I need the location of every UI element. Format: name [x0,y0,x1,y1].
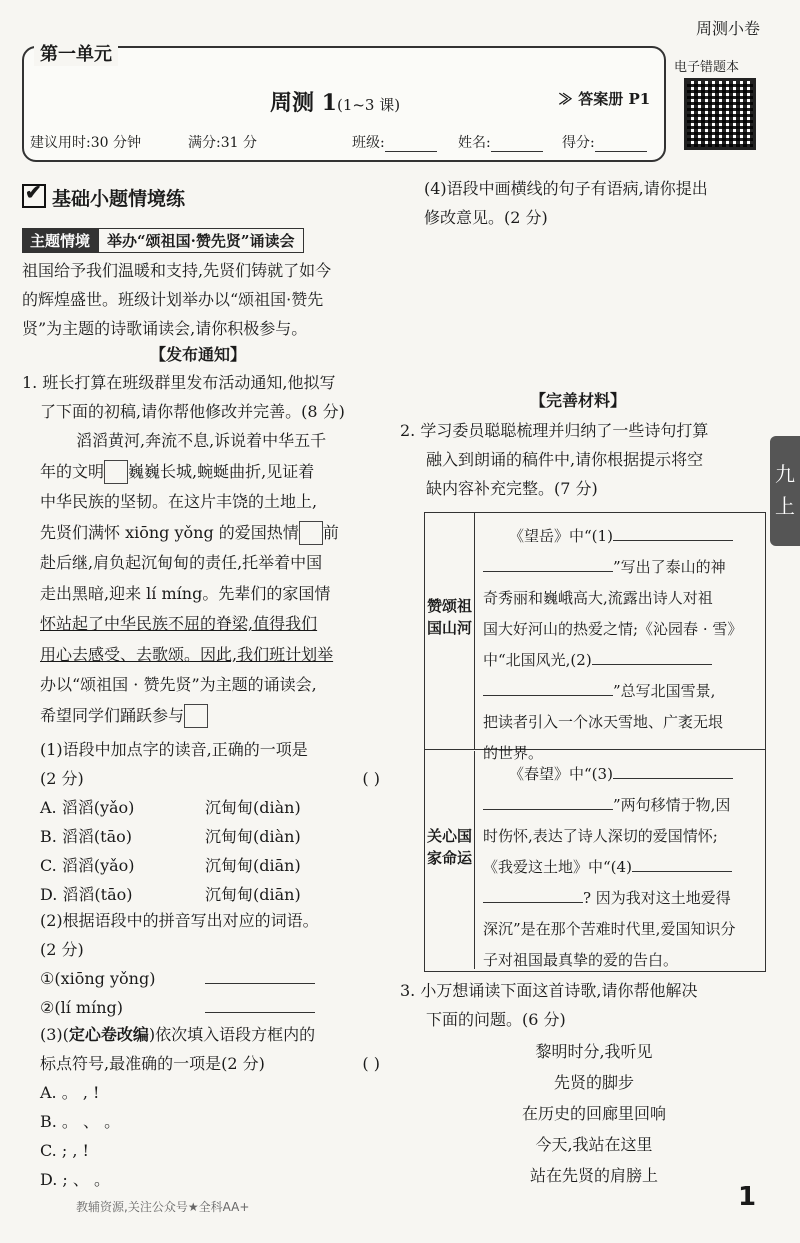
sub2-line: (2 分) [40,940,84,959]
answer-blank[interactable] [613,778,733,779]
option-a-2: 沉甸甸(diàn) [205,798,301,817]
poetry-table [424,512,766,972]
sub1-line [40,764,402,793]
intro-line: 祖国给予我们温暖和支持,先贤们铸就了如今 [22,261,332,280]
punctuation-box[interactable] [104,460,128,484]
cell-line: 的世界。 [483,744,544,762]
q3-stem-line: 3. 小万想诵读下面这首诗歌,请你帮他解决 [400,981,698,1000]
class-field [352,132,437,152]
answer-blank[interactable] [205,1012,315,1013]
sub1-line: (1)语段中加点字的读音,正确的一项是 [40,740,308,759]
option-d[interactable]: D. 滔滔(tāo) [40,885,133,904]
row-content [483,759,755,976]
option-row[interactable]: C. ; , ! [40,1141,89,1160]
q1-sub1 [40,735,402,909]
sub3-text: (3)( [40,1025,69,1044]
passage-line: 走出黑暗,迎来 lí míng。先辈们的家国情 [40,583,331,603]
cell-line [483,790,755,821]
section-title [22,184,185,211]
name-blank [491,137,543,152]
q2-stem [400,416,764,503]
cell-line: 时伤怀,表达了诗人深切的爱国情怀; [483,827,718,845]
class-label: 班级: [352,135,385,151]
pinyin-item: ①(xiōng yǒng) [40,969,156,988]
option-b-2: 沉甸甸(diàn) [205,827,301,846]
passage-line [40,701,402,732]
q1-passage [40,426,402,731]
name-field [458,132,543,152]
cell-text: 《春望》中“(3) [509,765,613,783]
qr-code-icon[interactable] [684,78,756,150]
sub2-item [40,993,402,1022]
sub3-line [40,1049,402,1078]
score-blank [595,137,647,152]
option-c-2: 沉甸甸(diān) [205,856,301,875]
grade-side-tab[interactable] [770,436,800,546]
option-a[interactable]: A. 滔滔(yǎo) [40,798,135,817]
answer-blank[interactable] [592,664,712,665]
class-blank [385,137,437,152]
name-label: 姓名: [458,135,491,151]
q1-stem-line: 1. 班长打算在班级群里发布活动通知,他拟写 [22,373,336,392]
cell-line [483,645,755,676]
cell-line: 奇秀丽和巍峨高大,流露出诗人对祖 [483,589,713,607]
theme-name: 举办“颂祖国·赞先贤”诵读会 [98,228,303,253]
checkbox-icon [22,184,46,208]
option-b[interactable]: B. 滔滔(tāo) [40,827,133,846]
option-c[interactable]: C. 滔滔(yǎo) [40,856,135,875]
intro-line: 的辉煌盛世。班级计划举办以“颂祖国·赞先 [22,290,324,309]
answer-blank[interactable] [483,902,583,903]
answer-blank[interactable] [483,695,613,696]
cell-line: 国大好河山的热爱之情;《沁园春 · 雪》 [483,620,743,638]
cell-text: ”写出了泰山的神 [613,558,726,576]
intro-text [22,256,402,343]
passage-line [40,640,402,671]
q1-sub2 [40,906,402,1022]
poem-line: 站在先贤的肩膀上 [529,1166,658,1185]
cell-line [483,852,755,883]
option-row[interactable] [40,851,402,880]
footer-note: 教辅资源,关注公众号★全科AA+ [76,1200,250,1214]
pinyin-item: ②(lí míng) [40,998,123,1017]
option-row[interactable] [40,793,402,822]
answer-blank[interactable] [483,809,613,810]
sub4-line: (4)语段中画横线的句子有语病,请你提出 [424,179,708,198]
series-label: 周测小卷 [695,19,760,38]
option-row[interactable] [40,822,402,851]
poem [424,1036,764,1191]
passage-line: 赴后继,肩负起沉甸甸的责任,托举着中国 [40,553,323,572]
answer-blank[interactable] [205,983,315,984]
score-field [562,132,647,152]
intro-line: 贤”为主题的诗歌诵读会,请你积极参与。 [22,319,308,338]
passage-line: 办以“颂祖国 · 赞先贤”为主题的诵读会, [40,675,317,694]
side-tab-char: 上 [775,494,795,518]
punctuation-box[interactable] [299,521,323,545]
theme-tag: 主题情境 [22,228,98,253]
cell-line: 把读者引入一个冰天雪地、广袤无垠 [483,713,724,731]
test-title-text: 周测 1 [270,90,337,116]
answer-blank[interactable] [632,871,732,872]
cell-line [483,759,755,790]
page-number: 1 [738,1182,757,1212]
cell-text: ”总写北国雪景, [613,682,716,700]
option-row[interactable]: D. ; 、 。 [40,1170,110,1189]
row-category: 关心国家命运 [425,751,475,969]
cell-text: 《望岳》中“(1) [509,527,613,545]
q1-heading: 【发布通知】 [150,345,247,364]
passage-line [40,518,402,549]
q1-sub3 [40,1020,402,1194]
table-row [425,751,765,969]
q2-stem-line: 2. 学习委员聪聪梳理并归纳了一些诗句打算 [400,421,709,440]
passage-text: 前 [322,522,339,542]
cell-line: 子对祖国最真挚的爱的告白。 [483,951,679,969]
answer-blank[interactable] [613,540,733,541]
test-title [270,86,400,117]
unit-label: 第一单元 [34,40,118,66]
answer-bracket[interactable]: ( ) [362,1054,380,1073]
passage-text: 希望同学们踊跃参与 [40,705,185,725]
q2-stem-line: 缺内容补充完整。(7 分) [426,479,598,498]
answer-bracket[interactable]: ( ) [362,769,380,788]
q1-sub4 [424,174,764,232]
time-suggestion: 建议用时:30 分钟 [30,135,141,151]
cell-line [483,883,755,914]
sub3-line [40,1020,402,1049]
sub2-line: (2)根据语段中的拼音写出对应的词语。 [40,911,319,930]
cell-line [483,676,755,707]
cell-text: ? 因为我对这土地爱得 [583,889,731,907]
passage-text: 年的文明 [40,461,105,481]
punctuation-box[interactable] [184,704,208,728]
q3-stem [400,976,764,1034]
cell-text: ”两句移情于物,因 [613,796,731,814]
q2-stem-line: 融入到朗诵的稿件中,请你根据提示将空 [426,450,704,469]
cell-line [483,521,755,552]
sub2-item [40,964,402,993]
poem-line: 今天,我站在这里 [535,1135,653,1154]
cell-text: 《我爱这土地》中“(4) [483,858,632,876]
row-category: 赞颂祖国山河 [425,513,475,749]
theme-banner [22,228,304,253]
sub4-line: 修改意见。(2 分) [424,208,548,227]
sub1-score: (2 分) [40,769,84,788]
passage-text: 先贤们满怀 xiōng yǒng 的爱国热情 [40,522,299,542]
passage-text: 巍巍长城,蜿蜒曲折,见证着 [128,461,315,481]
sub3-text: )依次填入语段方框内的 [148,1025,316,1044]
passage-line [40,457,402,488]
poem-line: 先贤的脚步 [553,1073,634,1092]
poem-line: 在历史的回廊里回响 [521,1104,666,1123]
q3-stem-line: 下面的问题。(6 分) [426,1010,566,1029]
row-content [483,521,755,769]
passage-line: 中华民族的坚韧。在这片丰饶的土地上, [40,492,318,511]
q1-stem-line: 了下面的初稿,请你帮他修改并完善。(8 分) [40,402,345,421]
option-row[interactable]: B. 。 、 。 [40,1112,121,1131]
option-row[interactable] [40,880,402,909]
poem-line: 黎明时分,我听见 [535,1042,653,1061]
cell-line: 深沉”是在那个苦难时代里,爱国知识分 [483,920,736,938]
table-row [425,513,765,762]
test-lessons: (1~3 课) [336,96,401,114]
q1-stem [22,368,402,426]
passage-text: 用心去感受、去歌颂。因此,我们班计划举 [40,644,334,664]
qr-label: 电子错题本 [674,60,740,75]
option-d-2: 沉甸甸(diān) [205,885,301,904]
passage-line: 怀站起了中华民族不屈的脊梁,值得我们 [40,614,318,633]
total-score: 满分:31 分 [188,135,257,151]
q2-heading: 【完善材料】 [530,391,627,410]
sub3-text: 标点符号,最准确的一项是(2 分) [40,1054,265,1073]
answer-reference: ≫ 答案册 P1 [558,90,651,108]
cell-text: 中“北国风光,(2) [483,651,592,669]
passage-line: 滔滔黄河,奔流不息,诉说着中华五千 [76,431,327,450]
side-tab-char: 九 [775,462,795,486]
cell-line [483,552,755,583]
answer-blank[interactable] [483,571,613,572]
score-label: 得分: [562,135,595,151]
option-row[interactable]: A. 。 , ! [40,1083,100,1102]
section-title-text: 基础小题情境练 [52,188,186,210]
sub3-source: 定心卷改编 [68,1025,149,1044]
